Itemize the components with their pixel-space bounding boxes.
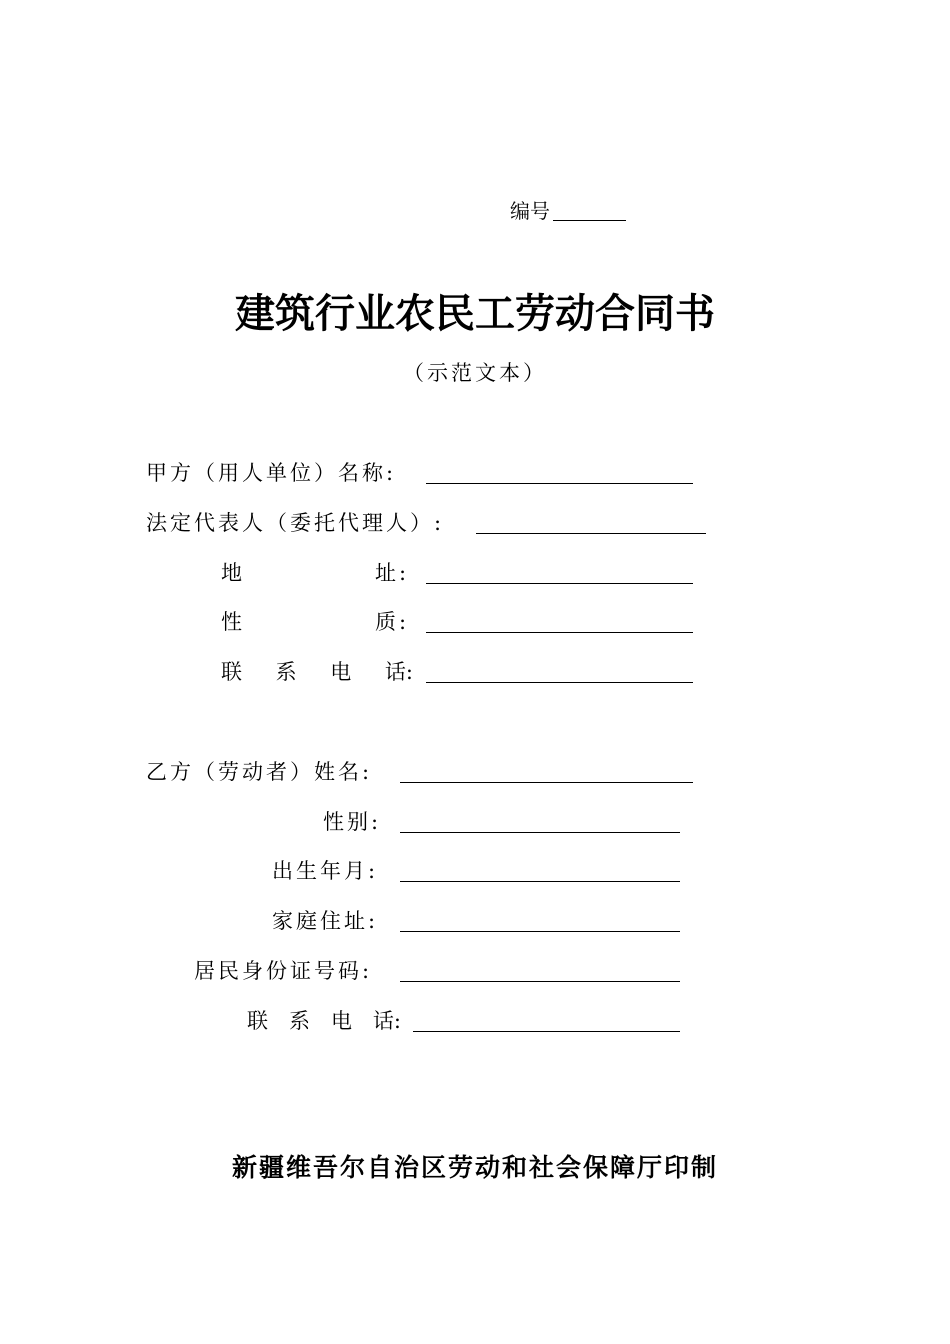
party-b-birth-label: 出生年月: xyxy=(272,859,379,883)
serial-number-label: 编号 xyxy=(510,199,550,223)
party-b-phone-label-char: 话: xyxy=(372,1009,401,1033)
party-b-phone-label-char: 联 xyxy=(247,1009,268,1033)
party-b-phone-label-char: 系 xyxy=(288,1009,310,1033)
party-a-nature-label-left: 性 xyxy=(221,610,245,634)
party-a-phone-label-char: 联 xyxy=(221,660,242,684)
party-a-rep-field[interactable] xyxy=(476,533,706,534)
party-b-gender-field[interactable] xyxy=(400,832,680,833)
party-b-id-label: 居民身份证号码: xyxy=(194,959,373,983)
document-subtitle: （示范文本） xyxy=(403,361,547,385)
party-a-nature-label-right: 质: xyxy=(375,610,410,634)
party-b-home-label: 家庭住址: xyxy=(272,909,379,933)
party-a-phone-label-char: 话: xyxy=(384,660,413,684)
party-a-address-field[interactable] xyxy=(426,583,693,584)
party-a-nature-field[interactable] xyxy=(426,632,693,633)
party-b-name-label: 乙方（劳动者）姓名: xyxy=(146,760,373,784)
party-a-address-label-left: 地 xyxy=(221,561,245,585)
party-a-name-label: 甲方（用人单位）名称: xyxy=(146,461,397,485)
party-a-phone-label-char: 系 xyxy=(275,660,297,684)
party-b-phone-field[interactable] xyxy=(413,1031,680,1032)
party-a-rep-label: 法定代表人（委托代理人）: xyxy=(146,511,445,535)
party-b-home-field[interactable] xyxy=(400,931,680,932)
issuer-footer: 新疆维吾尔自治区劳动和社会保障厅印制 xyxy=(231,1153,718,1182)
party-b-birth-field[interactable] xyxy=(400,881,680,882)
document-title: 建筑行业农民工劳动合同书 xyxy=(235,290,715,337)
party-b-phone-label-char: 电 xyxy=(330,1009,352,1033)
party-a-phone-label xyxy=(221,658,413,686)
party-a-name-field[interactable] xyxy=(426,483,693,484)
party-a-phone-field[interactable] xyxy=(426,682,693,683)
party-b-gender-label: 性别: xyxy=(323,810,382,834)
serial-number-field[interactable] xyxy=(553,220,626,221)
party-b-phone-label xyxy=(247,1007,401,1035)
party-b-id-field[interactable] xyxy=(400,981,680,982)
party-b-name-field[interactable] xyxy=(400,782,693,783)
party-a-address-label-right: 址: xyxy=(375,561,410,585)
party-a-phone-label-char: 电 xyxy=(330,660,352,684)
